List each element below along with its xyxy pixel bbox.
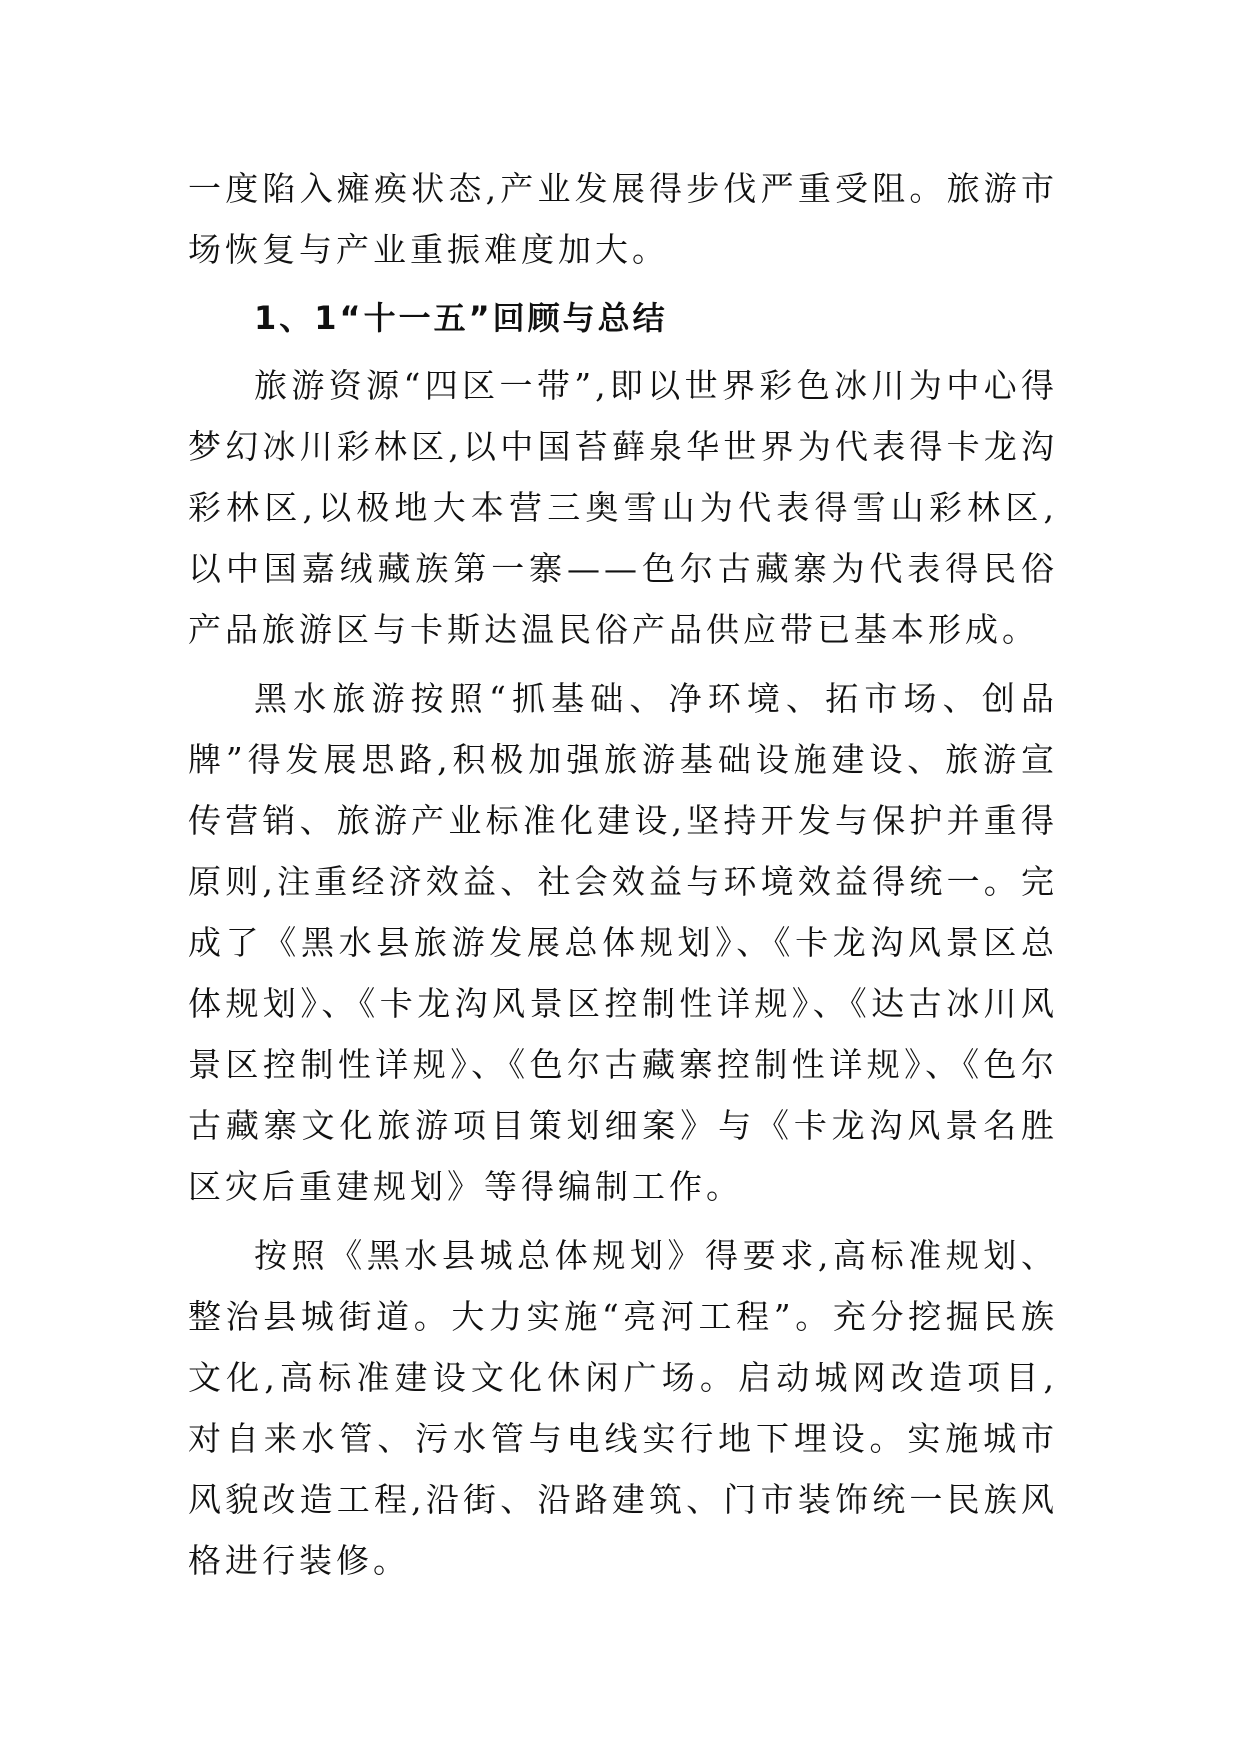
paragraph-development: 黑水旅游按照“抓基础、净环境、拓市场、创品牌”得发展思路,积极加强旅游基础设施建设、旅游宣传营销、旅游产业标准化建设,坚持开发与保护并重得原则,注重经济效益、社会效益与环境效益得统一。完成了《黑水县旅游发展总体规划》、《卡龙沟风景区总体规划》、《卡龙沟风景区控制性详规》、《达古冰川风景区控制性详规》、《色尔古藏寨控制性详规》、《色尔古藏寨文化旅游项目策划细案》与《卡龙沟风景名胜区灾后重建规划》等得编制工作。 bbox=[188, 679, 1058, 1206]
document-body bbox=[188, 158, 1058, 1591]
paragraph-county-planning: 按照《黑水县城总体规划》得要求,高标准规划、整治县城街道。大力实施“亮河工程”。充分挖掘民族文化,高标准建设文化休闲广场。启动城网改造项目,对自来水管、污水管与电线实行地下埋设。实施城市风貌改造工程,沿街、沿路建筑、门市装饰统一民族风格进行装修。 bbox=[188, 1236, 1058, 1580]
paragraph-resources: 旅游资源“四区一带”,即以世界彩色冰川为中心得梦幻冰川彩林区,以中国苔藓泉华世界为代表得卡龙沟彩林区,以极地大本营三奥雪山为代表得雪山彩林区,以中国嘉绒藏族第一寨——色尔古藏寨为代表得民俗产品旅游区与卡斯达温民俗产品供应带已基本形成。 bbox=[188, 366, 1058, 649]
paragraph-continuation: 一度陷入瘫痪状态,产业发展得步伐严重受阻。旅游市场恢复与产业重振难度加大。 bbox=[188, 169, 1058, 269]
section-heading: 1、1“十一五”回顾与总结 bbox=[254, 299, 668, 337]
